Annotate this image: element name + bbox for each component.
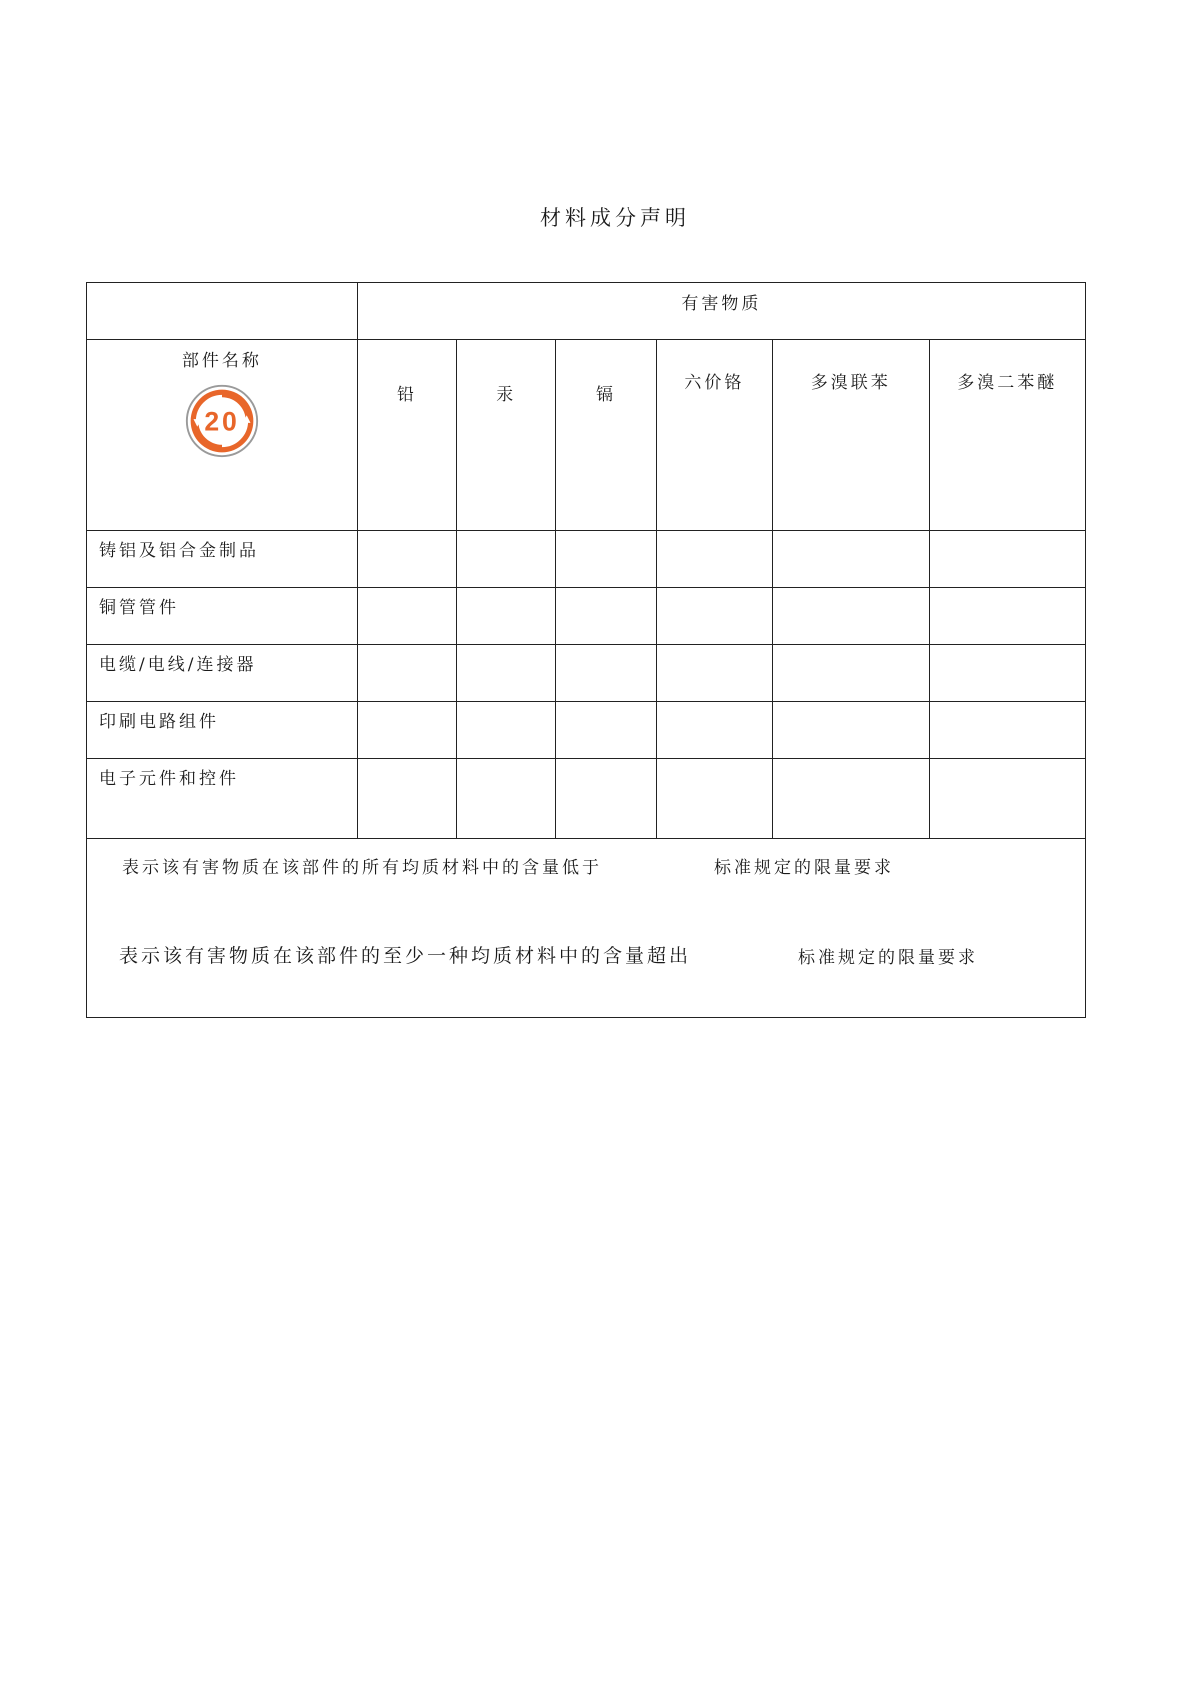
- table-cell: [556, 759, 656, 839]
- table-cell: [929, 645, 1085, 702]
- legend-exceeds-limit-text: 表示该有害物质在该部件的至少一种均质材料中的含量超出: [119, 945, 692, 967]
- table-cell: [357, 702, 456, 759]
- table-row: [87, 759, 1086, 839]
- table-cell: [656, 531, 772, 588]
- table-row: [87, 588, 1086, 645]
- table-cell: [357, 645, 456, 702]
- table-cell: [929, 531, 1085, 588]
- table-cell: [656, 702, 772, 759]
- page-title: 材料成分声明: [540, 206, 690, 230]
- table-row: [87, 531, 1086, 588]
- substance-header: 六价铬: [656, 340, 772, 531]
- legend-below-limit-suffix: 标准规定的限量要求: [714, 858, 894, 878]
- legend-below-limit-text: 表示该有害物质在该部件的所有均质材料中的含量低于: [122, 858, 602, 878]
- table-cell: [773, 702, 929, 759]
- table-cell: [357, 588, 456, 645]
- table-cell: [357, 531, 456, 588]
- part-name-header-cell: [87, 340, 358, 531]
- table-cell: [656, 759, 772, 839]
- part-name-header: 部件名称: [181, 351, 262, 371]
- table-cell: [656, 645, 772, 702]
- table-cell: [656, 588, 772, 645]
- table-cell: [929, 702, 1085, 759]
- table-cell: [773, 759, 929, 839]
- table-cell: [457, 702, 556, 759]
- table-cell: [773, 645, 929, 702]
- table-cell: [773, 531, 929, 588]
- material-declaration-table: [86, 282, 1086, 1018]
- table-cell: [357, 759, 456, 839]
- blank-corner-cell: [87, 283, 358, 340]
- substance-header: 镉: [556, 340, 656, 531]
- table-cell: [556, 645, 656, 702]
- part-name: 电缆/电线/连接器: [87, 645, 358, 702]
- table-cell: [457, 645, 556, 702]
- table-cell: [556, 702, 656, 759]
- table-row: [87, 702, 1086, 759]
- part-name: 电子元件和控件: [87, 759, 358, 839]
- substance-header: 多溴二苯醚: [929, 340, 1085, 531]
- logo-number: 20: [204, 406, 240, 437]
- efup-20-logo-icon: [184, 383, 260, 459]
- substance-header: 多溴联苯: [773, 340, 929, 531]
- table-cell: [929, 759, 1085, 839]
- part-name: 印刷电路组件: [87, 702, 358, 759]
- table-cell: [556, 531, 656, 588]
- table-cell: [556, 588, 656, 645]
- table-cell: [929, 588, 1085, 645]
- table-cell: [773, 588, 929, 645]
- table-cell: [457, 588, 556, 645]
- substance-header: 汞: [457, 340, 556, 531]
- hazard-substance-header: 有害物质: [357, 283, 1085, 340]
- table-cell: [457, 759, 556, 839]
- table-cell: [457, 531, 556, 588]
- legend-exceeds-limit-suffix: 标准规定的限量要求: [798, 948, 978, 968]
- part-name: 铸铝及铝合金制品: [87, 531, 358, 588]
- part-name: 铜管管件: [87, 588, 358, 645]
- table-row: [87, 645, 1086, 702]
- legend-cell: [87, 839, 1086, 1018]
- substance-header: 铅: [357, 340, 456, 531]
